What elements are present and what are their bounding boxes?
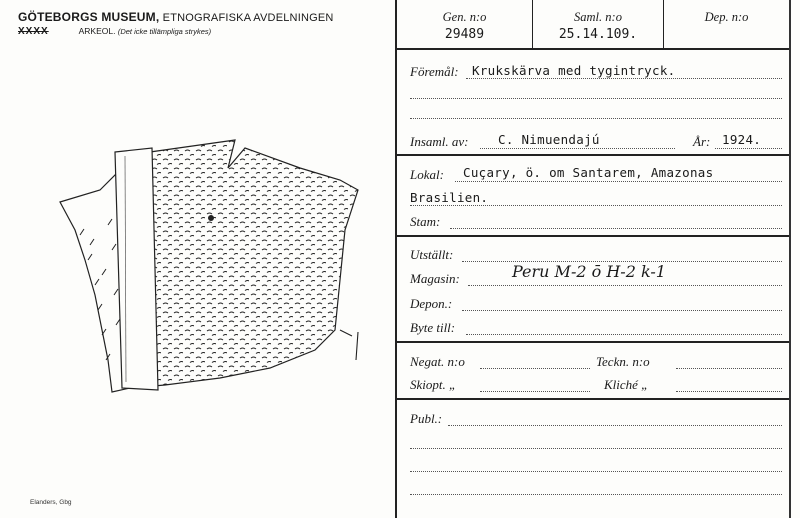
teckn-label: Teckn. n:o [596, 354, 650, 369]
dotted-line [480, 391, 590, 392]
dotted-line [410, 205, 782, 206]
skiopt-label: Skiopt. „ [410, 377, 457, 392]
dotted-line [676, 391, 782, 392]
dotted-line [410, 471, 782, 472]
printer-mark: Elanders, Gbg [30, 499, 72, 506]
dotted-line [466, 334, 782, 335]
lokal-value-line1: Cuçary, ö. om Santarem, Amazonas [463, 165, 714, 180]
magasin-value: Peru M-2 ō H-2 k-1 [512, 262, 666, 281]
depon-label: Depon.: [410, 296, 453, 311]
dotted-line [676, 368, 782, 369]
dotted-line [410, 118, 782, 119]
number-row [397, 0, 789, 50]
dotted-line [480, 148, 675, 149]
note-text: (Det icke tillämpliga strykes) [117, 27, 212, 36]
dotted-line [466, 78, 782, 79]
dotted-line [448, 425, 782, 426]
foremal-value: Krukskärva med tygintryck. [472, 63, 676, 78]
dotted-line [455, 181, 782, 182]
section-line [397, 235, 789, 237]
saml-label: Saml. n:o [574, 10, 622, 24]
utstallt-label: Utställt: [410, 247, 454, 262]
lokal-label: Lokal: [410, 167, 444, 182]
rim-band [115, 148, 158, 390]
dotted-line [410, 494, 782, 495]
saml-cell [533, 0, 663, 48]
section-line [397, 341, 789, 343]
section-line [397, 398, 789, 400]
dotted-line [715, 148, 782, 149]
stam-label: Stam: [410, 214, 441, 229]
dep-label: Dep. n:o [704, 10, 749, 24]
insaml-label: Insaml. av: [410, 134, 469, 149]
kliche-label: Kliché „ [604, 377, 649, 392]
publ-label: Publ.: [410, 411, 443, 426]
foremal-label: Föremål: [410, 64, 459, 79]
struck-text: XXXX [18, 26, 49, 37]
byte-label: Byte till: [410, 320, 456, 335]
dotted-line [410, 98, 782, 99]
card-divider [395, 0, 397, 518]
saml-value: 25.14.109. [558, 27, 638, 42]
arkeol-label: ARKEOL. [78, 26, 116, 36]
ar-label: År: [693, 134, 711, 149]
museum-name: GÖTEBORGS MUSEUM, [18, 10, 160, 24]
sherd-drawing [40, 120, 380, 400]
dotted-line [410, 448, 782, 449]
gen-value: 29489 [444, 27, 485, 42]
gen-label: Gen. n:o [442, 10, 487, 24]
department-name: ETNOGRAFISKA AVDELNINGEN [162, 12, 334, 24]
arkeol-line [18, 26, 211, 37]
ar-value: 1924. [722, 132, 762, 147]
negat-label: Negat. n:o [410, 354, 465, 369]
dotted-line [450, 228, 782, 229]
dep-cell [664, 0, 789, 48]
lokal-value-line2: Brasilien. [410, 190, 489, 205]
insaml-value: C. Nimuendajú [498, 132, 600, 147]
museum-header [18, 10, 334, 24]
dotted-line [480, 368, 590, 369]
dotted-line [468, 285, 782, 286]
gen-cell [397, 0, 532, 48]
dotted-line [462, 310, 782, 311]
magasin-label: Magasin: [410, 271, 460, 286]
card-right-border [789, 0, 791, 518]
section-line [397, 154, 789, 156]
